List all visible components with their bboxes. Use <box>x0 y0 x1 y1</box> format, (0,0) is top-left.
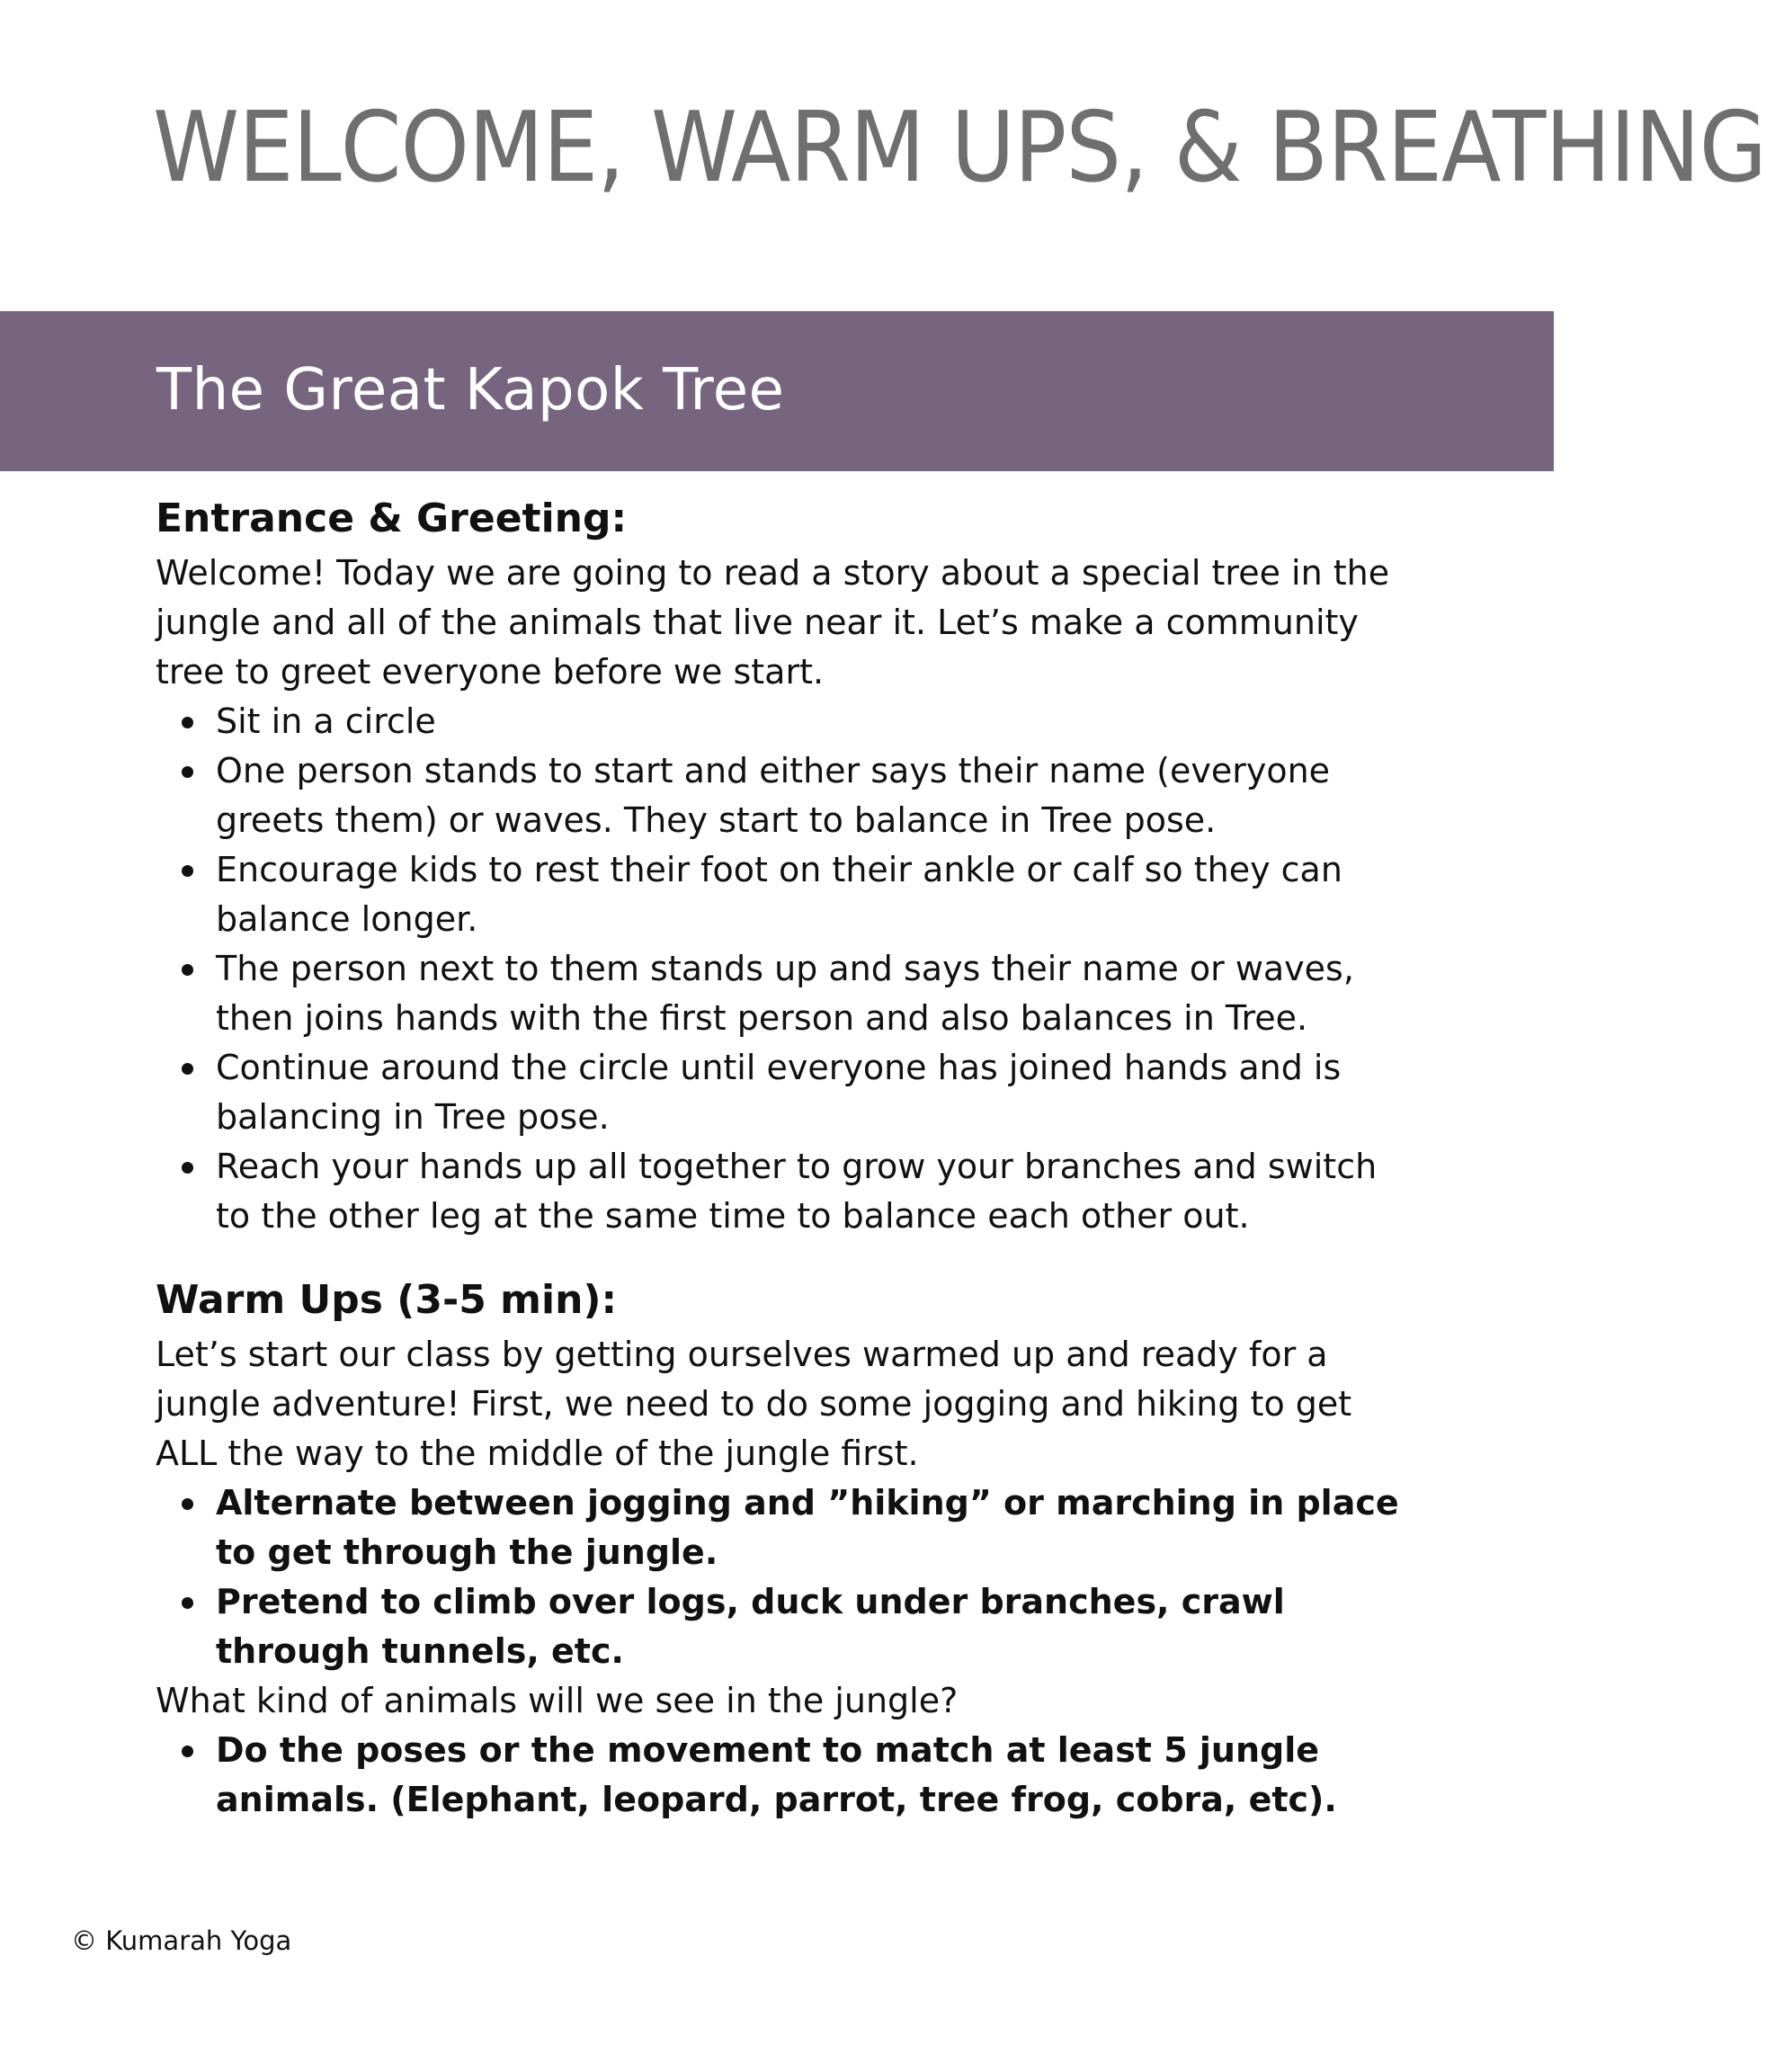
bullet-icon <box>182 766 193 778</box>
list-item-text: Reach your hands up all together to grow your branches and switch to the other leg at the same time to balance each other out. <box>216 1147 1378 1236</box>
bullet-icon <box>182 1063 193 1075</box>
list-item-text: Sit in a circle <box>216 701 436 741</box>
list-item <box>216 697 1414 746</box>
list-item <box>216 746 1414 845</box>
list-item-text: Encourage kids to rest their foot on their ankle or calf so they can balance longer. <box>216 850 1342 939</box>
list-item-text: Pretend to climb over logs, duck under branches, crawl through tunnels, etc. <box>216 1582 1285 1671</box>
warmups-bullet-list <box>156 1478 1414 1676</box>
list-item <box>216 1478 1414 1577</box>
warmups-intro: Let’s start our class by getting ourselves warmed up and ready for a jungle adventure! First, we need to do some jogging and hiking to get ALL the way to the middle of the jungle first. <box>156 1335 1352 1473</box>
entrance-heading: Entrance & Greeting: <box>156 496 628 541</box>
list-item <box>216 1577 1414 1676</box>
main-content <box>156 489 1414 1825</box>
list-item-text: The person next to them stands up and says their name or waves, then joins hands with the first person and also balances in Tree. <box>216 949 1354 1038</box>
title-banner <box>0 311 1554 471</box>
warmups-question: What kind of animals will we see in the jungle? <box>156 1681 959 1720</box>
bullet-icon <box>182 1498 193 1510</box>
copyright-footer: © Kumarah Yoga <box>71 1925 292 1956</box>
list-item-text: One person stands to start and either says their name (everyone greets them) or waves. They start to balance in Tree pose. <box>216 751 1331 840</box>
list-item <box>216 1043 1414 1142</box>
animals-bullet-list <box>156 1726 1414 1825</box>
section-spacer <box>156 1241 1414 1271</box>
list-item <box>216 1142 1414 1241</box>
bullet-icon <box>182 717 193 728</box>
list-item <box>216 845 1414 944</box>
entrance-intro: Welcome! Today we are going to read a story about a special tree in the jungle and all of the animals that live near it. Let’s make a community tree to greet everyone before we start. <box>156 553 1390 692</box>
warmups-heading: Warm Ups (3-5 min): <box>156 1277 618 1323</box>
banner-title: The Great Kapok Tree <box>156 357 785 424</box>
list-item-text: Alternate between jogging and ”hiking” or marching in place to get through the jungle. <box>216 1483 1399 1572</box>
bullet-icon <box>182 1162 193 1174</box>
page-title: WELCOME, WARM UPS, & BREATHING <box>153 92 1766 204</box>
entrance-bullet-list <box>156 697 1414 1241</box>
list-item <box>216 1726 1414 1825</box>
bullet-icon <box>182 865 193 877</box>
bullet-icon <box>182 1746 193 1757</box>
bullet-icon <box>182 1597 193 1609</box>
list-item <box>216 944 1414 1043</box>
bullet-icon <box>182 964 193 976</box>
list-item-text: Continue around the circle until everyone has joined hands and is balancing in Tree pose. <box>216 1048 1342 1137</box>
list-item-text: Do the poses or the movement to match at least 5 jungle animals. (Elephant, leopard, parrot, tree frog, cobra, etc). <box>216 1730 1337 1819</box>
